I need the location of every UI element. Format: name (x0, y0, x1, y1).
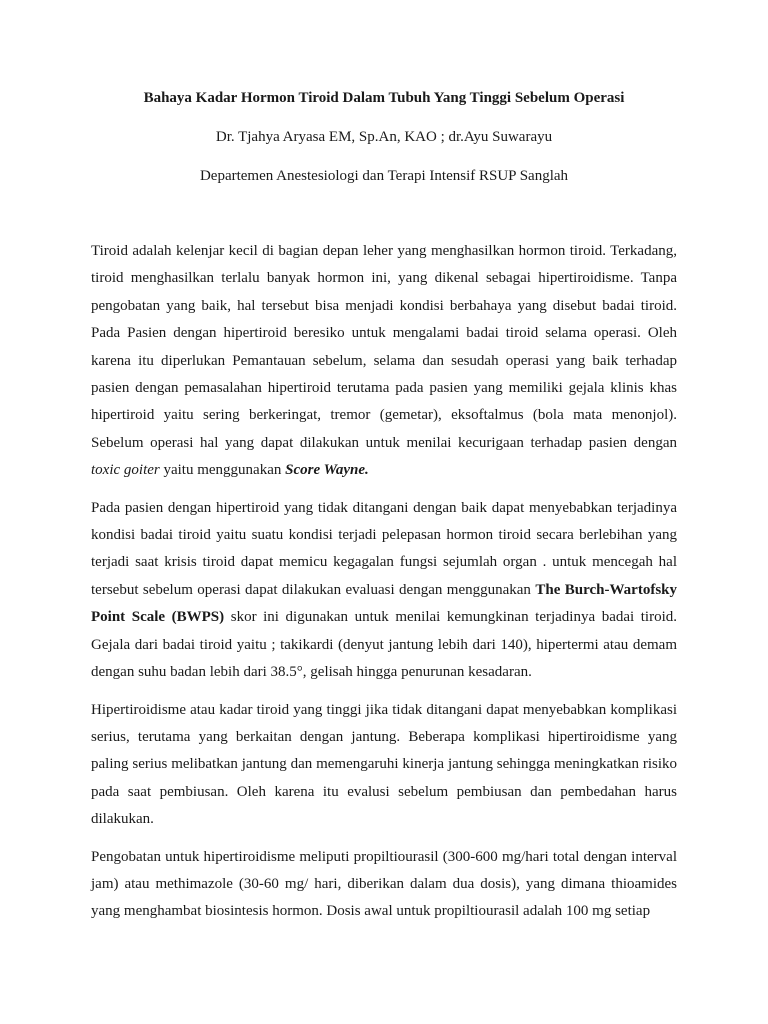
paragraph-2-bold-term: The Burch-Wartofsky Point Scale (BWPS) (91, 581, 677, 626)
paragraph-3: Hipertiroidisme atau kadar tiroid yang tinggi jika tidak ditangani dapat menyebabkan komplikasi serius, terutama yang berkaitan dengan jantung. Beberapa komplikasi hipertiroidisme yang paling serius melibatkan jantung dan memengaruhi kinerja jantung sehingga meningkatkan risiko pada saat pembiusan. Oleh karena itu evalusi sebelum pembiusan dan pembedahan harus dilakukan. (91, 701, 677, 828)
paragraph-1-text-a: Tiroid adalah kelenjar kecil di bagian depan leher yang menghasilkan hormon tiroid. Terkadang, tiroid menghasilkan terlalu banyak hormon ini, yang dikenal sebagai hipertiroidisme. Tanpa pengobatan yang baik, hal tersebut bisa menjadi kondisi berbahaya yang disebut badai tiroid. Pada Pasien dengan hipertiroid beresiko untuk mengalami badai tiroid selama operasi. Oleh karena itu diperlukan Pemantauan sebelum, selama dan sesudah operasi yang baik terhadap pasien dengan pemasalahan hipertiroid terutama pada pasien yang memiliki gejala klinis khas hipertiroid yaitu sering berkeringat, tremor (gemetar), eksoftalmus (bola mata menonjol). Sebelum operasi hal yang dapat dilakukan untuk menilai kecurigaan terhadap pasien dengan (91, 243, 677, 451)
paragraph-1-italic-term: toxic goiter (91, 462, 160, 479)
document-affiliation: Departemen Anestesiologi dan Terapi Intensif RSUP Sanglah (199, 168, 569, 184)
paragraph-1-text-b: yaitu menggunakan (159, 462, 286, 479)
document-body (91, 238, 677, 926)
paragraph-2-text-a: Pada pasien dengan hipertiroid yang tidak ditangani dengan baik dapat menyebabkan terjadinya kondisi badai tiroid yaitu suatu kondisi terjadi pelepasan hormon tiroid secara berlebihan yang terjadi saat krisis tiroid dapat memicu kegagalan fungsi sejumlah organ . untuk mencegah hal tersebut sebelum operasi dapat dilakukan evaluasi dengan menggunakan (91, 499, 677, 598)
paragraph-4: Pengobatan untuk hipertiroidisme meliputi propiltiourasil (300-600 mg/hari total dengan interval jam) atau methimazole (30-60 mg/ hari, diberikan dalam dua dosis), yang dimana thioamides yang menghambat biosintesis hormon. Dosis awal untuk propiltiourasil adalah 100 mg setiap (91, 848, 677, 920)
document-authors: Dr. Tjahya Aryasa EM, Sp.An, KAO ; dr.Ayu Suwarayu (215, 129, 553, 145)
paragraph-2 (91, 495, 677, 687)
document-page (91, 88, 677, 936)
paragraph-1 (91, 238, 677, 485)
document-title: Bahaya Kadar Hormon Tiroid Dalam Tubuh Yang Tinggi Sebelum Operasi (143, 90, 625, 106)
paragraph-1-bold-italic-term: Score Wayne. (285, 462, 369, 479)
paragraph-2-text-b: skor ini digunakan untuk menilai kemungkinan terjadinya badai tiroid. Gejala dari badai tiroid yaitu ; takikardi (denyut jantung lebih dari 140), hipertermi atau demam dengan suhu badan lebih dari 38.5°, gelisah hingga penurunan kesadaran. (91, 609, 678, 681)
